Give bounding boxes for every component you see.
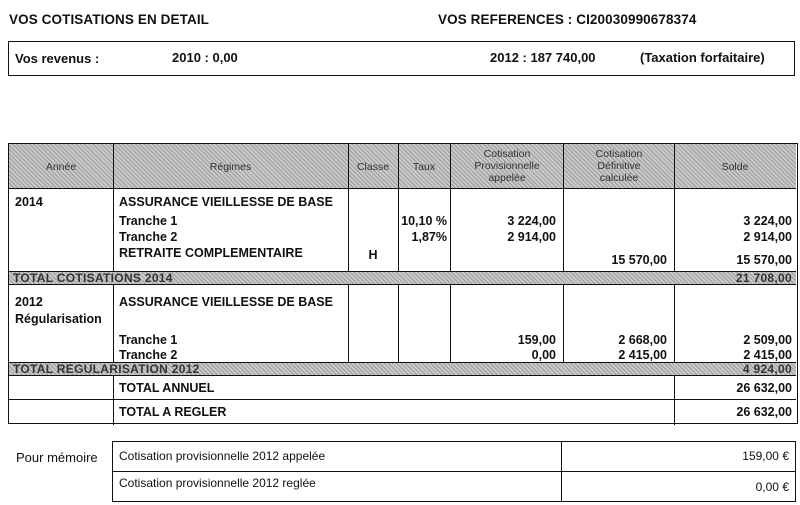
row-solde: 15 570,00 [736,253,792,267]
row-definitive: 2 415,00 [618,348,667,362]
total-regler-label: TOTAL A REGLER [119,405,227,419]
row-regime: Tranche 2 [119,230,178,244]
row-regime: Tranche 2 [119,348,178,362]
row-regime: RETRAITE COMPLEMENTAIRE [119,246,303,260]
col-header-taux: Taux [412,161,436,173]
memoire-row-value: 159,00 € [742,449,789,463]
col-header-regimes: Régimes [209,161,252,173]
revenus-2010: 2010 : 0,00 [172,50,238,65]
detail-table [8,143,798,424]
memoire-table [112,441,796,502]
total-annuel-label: TOTAL ANNUEL [119,381,215,395]
section-year-sub: Régularisation [15,312,102,326]
memoire-label: Pour mémoire [16,450,98,465]
memoire-row-label: Cotisation provisionnelle 2012 reglée [119,476,316,490]
row-regime: Tranche 1 [119,333,178,347]
section-year: 2014 [15,195,43,209]
revenus-label: Vos revenus : [15,51,100,66]
section-year: 2012 [15,295,43,309]
row-solde: 2 415,00 [743,348,792,362]
memoire-row-label: Cotisation provisionnelle 2012 appelée [119,449,326,463]
row-solde: 3 224,00 [743,214,792,228]
row-provisionnelle: 2 914,00 [507,230,556,244]
revenus-2012: 2012 : 187 740,00 [490,50,596,65]
col-header-provisionnelle: Cotisation Provisionnelle appelée [474,148,540,184]
row-taux: 1,87% [411,230,447,244]
section-regime: ASSURANCE VIEILLESSE DE BASE [119,295,333,309]
row-classe: H [368,248,378,262]
section-regime: ASSURANCE VIEILLESSE DE BASE [119,195,333,209]
references: VOS REFERENCES : CI20030990678374 [438,12,697,27]
row-provisionnelle: 159,00 [517,333,556,347]
row-solde: 2 509,00 [743,333,792,347]
row-regime: Tranche 1 [119,214,178,228]
col-header-classe: Classe [356,161,390,173]
row-definitive: 2 668,00 [618,333,667,347]
col-header-definitive: Cotisation Définitive calculée [595,148,643,184]
row-definitive: 15 570,00 [611,253,667,267]
page-title: VOS COTISATIONS EN DETAIL [9,12,210,27]
total-regler-value: 26 632,00 [736,405,792,419]
total-2012-value: 4 924,00 [742,362,792,376]
row-taux: 10,10 % [401,214,447,228]
memoire-row-value: 0,00 € [755,480,789,494]
total-annuel-value: 26 632,00 [736,381,792,395]
row-provisionnelle: 3 224,00 [507,214,556,228]
total-2012-label: TOTAL REGULARISATION 2012 [13,362,200,376]
total-2014-value: 21 708,00 [735,271,792,285]
row-provisionnelle: 0,00 [531,348,556,362]
taxation-mode: (Taxation forfaitaire) [640,50,765,65]
row-solde: 2 914,00 [743,230,792,244]
total-2014-label: TOTAL COTISATIONS 2014 [13,271,173,285]
col-header-annee: Année [45,161,77,173]
col-header-solde: Solde [721,161,749,173]
